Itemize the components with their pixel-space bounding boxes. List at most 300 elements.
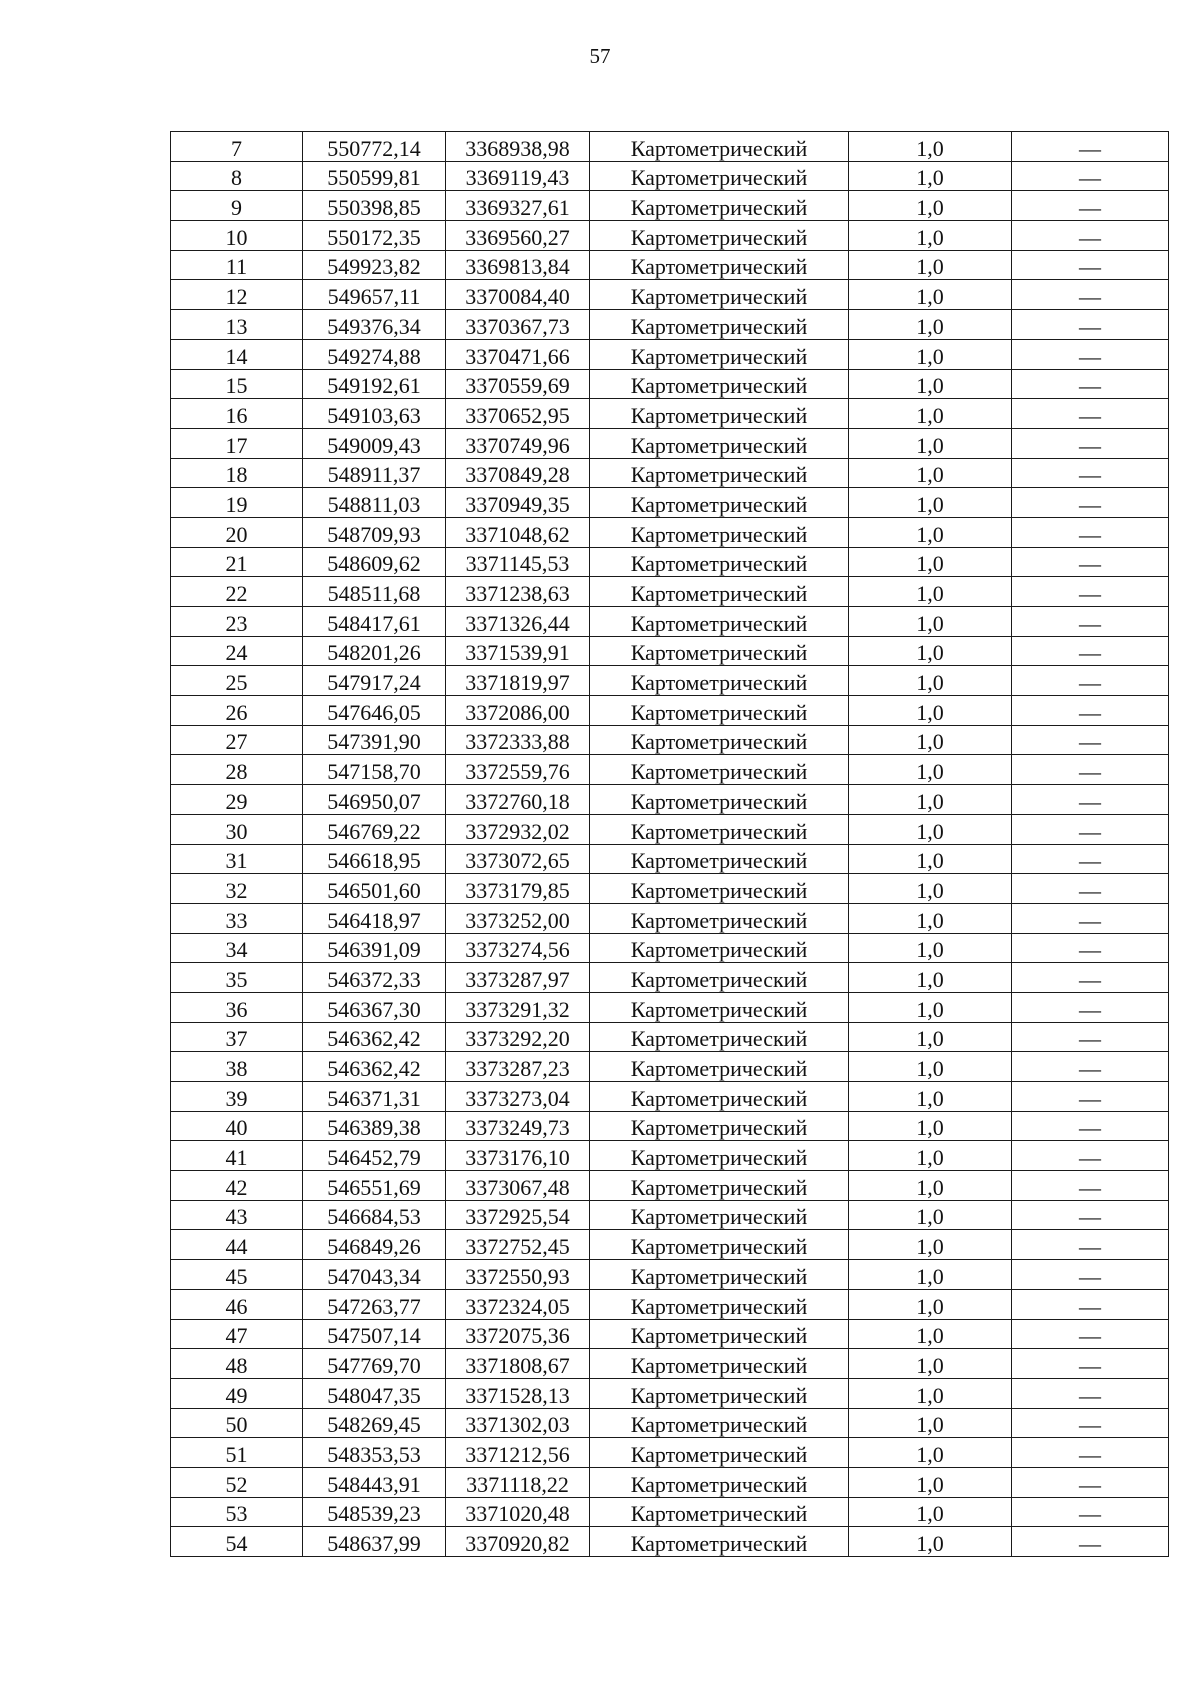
coordinate-y-cell: 3371118,22 (446, 1467, 590, 1497)
coordinate-x-cell: 547917,24 (303, 666, 446, 696)
point-number-cell: 46 (171, 1289, 303, 1319)
coordinate-x-cell: 548709,93 (303, 517, 446, 547)
method-cell: Картометрический (590, 933, 849, 963)
accuracy-cell: 1,0 (849, 785, 1012, 815)
method-cell: Картометрический (590, 814, 849, 844)
accuracy-cell: 1,0 (849, 547, 1012, 577)
point-number-cell: 11 (171, 250, 303, 280)
coordinate-y-cell: 3370652,95 (446, 399, 590, 429)
coordinate-x-cell: 550398,85 (303, 191, 446, 221)
note-cell: — (1012, 488, 1169, 518)
method-cell: Картометрический (590, 250, 849, 280)
note-cell: — (1012, 1408, 1169, 1438)
method-cell: Картометрический (590, 903, 849, 933)
point-number-cell: 54 (171, 1527, 303, 1557)
coordinate-y-cell: 3372086,00 (446, 696, 590, 726)
point-number-cell: 52 (171, 1467, 303, 1497)
coordinate-y-cell: 3372932,02 (446, 814, 590, 844)
method-cell: Картометрический (590, 1408, 849, 1438)
method-cell: Картометрический (590, 666, 849, 696)
table-row (171, 814, 1169, 844)
note-cell: — (1012, 1438, 1169, 1468)
coordinate-y-cell: 3371326,44 (446, 607, 590, 637)
method-cell: Картометрический (590, 992, 849, 1022)
table-row (171, 874, 1169, 904)
point-number-cell: 51 (171, 1438, 303, 1468)
method-cell: Картометрический (590, 161, 849, 191)
coordinate-y-cell: 3370849,28 (446, 458, 590, 488)
coordinate-x-cell: 548609,62 (303, 547, 446, 577)
coordinate-y-cell: 3371808,67 (446, 1349, 590, 1379)
accuracy-cell: 1,0 (849, 1141, 1012, 1171)
note-cell: — (1012, 755, 1169, 785)
point-number-cell: 29 (171, 785, 303, 815)
method-cell: Картометрический (590, 1527, 849, 1557)
accuracy-cell: 1,0 (849, 1527, 1012, 1557)
coordinate-x-cell: 550172,35 (303, 221, 446, 251)
point-number-cell: 30 (171, 814, 303, 844)
table-row (171, 132, 1169, 162)
coordinate-x-cell: 546551,69 (303, 1171, 446, 1201)
coordinate-x-cell: 548911,37 (303, 458, 446, 488)
coordinate-y-cell: 3371020,48 (446, 1497, 590, 1527)
coordinate-y-cell: 3373274,56 (446, 933, 590, 963)
note-cell: — (1012, 399, 1169, 429)
note-cell: — (1012, 250, 1169, 280)
note-cell: — (1012, 1200, 1169, 1230)
method-cell: Картометрический (590, 1200, 849, 1230)
method-cell: Картометрический (590, 725, 849, 755)
note-cell: — (1012, 339, 1169, 369)
coordinate-y-cell: 3370949,35 (446, 488, 590, 518)
method-cell: Картометрический (590, 577, 849, 607)
point-number-cell: 9 (171, 191, 303, 221)
table-row (171, 399, 1169, 429)
note-cell: — (1012, 1527, 1169, 1557)
coordinate-x-cell: 548539,23 (303, 1497, 446, 1527)
table-row (171, 785, 1169, 815)
coordinates-table (170, 131, 1169, 1557)
coordinate-x-cell: 546372,33 (303, 963, 446, 993)
coordinate-x-cell: 548201,26 (303, 636, 446, 666)
coordinate-x-cell: 547391,90 (303, 725, 446, 755)
note-cell: — (1012, 963, 1169, 993)
coordinate-y-cell: 3371145,53 (446, 547, 590, 577)
note-cell: — (1012, 636, 1169, 666)
coordinate-y-cell: 3373179,85 (446, 874, 590, 904)
accuracy-cell: 1,0 (849, 1467, 1012, 1497)
point-number-cell: 20 (171, 517, 303, 547)
point-number-cell: 21 (171, 547, 303, 577)
method-cell: Картометрический (590, 1141, 849, 1171)
method-cell: Картометрический (590, 785, 849, 815)
table-row (171, 428, 1169, 458)
accuracy-cell: 1,0 (849, 428, 1012, 458)
coordinate-x-cell: 547507,14 (303, 1319, 446, 1349)
coordinate-y-cell: 3371302,03 (446, 1408, 590, 1438)
coordinate-y-cell: 3370084,40 (446, 280, 590, 310)
point-number-cell: 32 (171, 874, 303, 904)
accuracy-cell: 1,0 (849, 1082, 1012, 1112)
note-cell: — (1012, 1171, 1169, 1201)
accuracy-cell: 1,0 (849, 1289, 1012, 1319)
coordinate-y-cell: 3370559,69 (446, 369, 590, 399)
coordinate-x-cell: 548811,03 (303, 488, 446, 518)
coordinate-x-cell: 549657,11 (303, 280, 446, 310)
method-cell: Картометрический (590, 132, 849, 162)
note-cell: — (1012, 221, 1169, 251)
point-number-cell: 33 (171, 903, 303, 933)
coordinate-y-cell: 3372559,76 (446, 755, 590, 785)
note-cell: — (1012, 1111, 1169, 1141)
coordinate-y-cell: 3371212,56 (446, 1438, 590, 1468)
accuracy-cell: 1,0 (849, 399, 1012, 429)
point-number-cell: 10 (171, 221, 303, 251)
coordinate-x-cell: 547769,70 (303, 1349, 446, 1379)
table-row (171, 903, 1169, 933)
accuracy-cell: 1,0 (849, 1022, 1012, 1052)
accuracy-cell: 1,0 (849, 1497, 1012, 1527)
point-number-cell: 50 (171, 1408, 303, 1438)
note-cell: — (1012, 903, 1169, 933)
coordinates-table-body (171, 132, 1169, 1557)
accuracy-cell: 1,0 (849, 221, 1012, 251)
coordinate-y-cell: 3370749,96 (446, 428, 590, 458)
note-cell: — (1012, 1319, 1169, 1349)
point-number-cell: 24 (171, 636, 303, 666)
method-cell: Картометрический (590, 844, 849, 874)
point-number-cell: 26 (171, 696, 303, 726)
method-cell: Картометрический (590, 280, 849, 310)
table-row (171, 933, 1169, 963)
coordinate-x-cell: 548511,68 (303, 577, 446, 607)
note-cell: — (1012, 1082, 1169, 1112)
accuracy-cell: 1,0 (849, 874, 1012, 904)
point-number-cell: 18 (171, 458, 303, 488)
method-cell: Картометрический (590, 1171, 849, 1201)
method-cell: Картометрический (590, 1378, 849, 1408)
accuracy-cell: 1,0 (849, 1230, 1012, 1260)
method-cell: Картометрический (590, 221, 849, 251)
note-cell: — (1012, 1289, 1169, 1319)
point-number-cell: 53 (171, 1497, 303, 1527)
coordinate-y-cell: 3371819,97 (446, 666, 590, 696)
note-cell: — (1012, 458, 1169, 488)
coordinate-y-cell: 3369813,84 (446, 250, 590, 280)
coordinate-x-cell: 546389,38 (303, 1111, 446, 1141)
point-number-cell: 16 (171, 399, 303, 429)
coordinate-y-cell: 3373067,48 (446, 1171, 590, 1201)
coordinate-x-cell: 547263,77 (303, 1289, 446, 1319)
coordinate-x-cell: 549192,61 (303, 369, 446, 399)
method-cell: Картометрический (590, 607, 849, 637)
coordinate-x-cell: 546362,42 (303, 1022, 446, 1052)
method-cell: Картометрический (590, 1111, 849, 1141)
coordinate-x-cell: 547646,05 (303, 696, 446, 726)
table-row (171, 577, 1169, 607)
accuracy-cell: 1,0 (849, 488, 1012, 518)
note-cell: — (1012, 1349, 1169, 1379)
note-cell: — (1012, 1052, 1169, 1082)
table-row (171, 636, 1169, 666)
method-cell: Картометрический (590, 963, 849, 993)
table-row (171, 221, 1169, 251)
coordinate-y-cell: 3372550,93 (446, 1260, 590, 1290)
point-number-cell: 27 (171, 725, 303, 755)
table-row (171, 1349, 1169, 1379)
point-number-cell: 12 (171, 280, 303, 310)
point-number-cell: 47 (171, 1319, 303, 1349)
point-number-cell: 42 (171, 1171, 303, 1201)
note-cell: — (1012, 132, 1169, 162)
note-cell: — (1012, 696, 1169, 726)
table-row (171, 250, 1169, 280)
table-row (171, 1497, 1169, 1527)
table-row (171, 963, 1169, 993)
point-number-cell: 15 (171, 369, 303, 399)
note-cell: — (1012, 577, 1169, 607)
note-cell: — (1012, 1378, 1169, 1408)
coordinate-y-cell: 3368938,98 (446, 132, 590, 162)
coordinate-x-cell: 546391,09 (303, 933, 446, 963)
coordinate-x-cell: 547043,34 (303, 1260, 446, 1290)
coordinate-x-cell: 548637,99 (303, 1527, 446, 1557)
table-row (171, 1527, 1169, 1557)
accuracy-cell: 1,0 (849, 725, 1012, 755)
point-number-cell: 19 (171, 488, 303, 518)
coordinate-x-cell: 549103,63 (303, 399, 446, 429)
method-cell: Картометрический (590, 547, 849, 577)
note-cell: — (1012, 517, 1169, 547)
coordinate-x-cell: 546501,60 (303, 874, 446, 904)
point-number-cell: 40 (171, 1111, 303, 1141)
accuracy-cell: 1,0 (849, 636, 1012, 666)
accuracy-cell: 1,0 (849, 369, 1012, 399)
accuracy-cell: 1,0 (849, 280, 1012, 310)
point-number-cell: 17 (171, 428, 303, 458)
coordinate-y-cell: 3373287,23 (446, 1052, 590, 1082)
method-cell: Картометрический (590, 1022, 849, 1052)
coordinate-x-cell: 546618,95 (303, 844, 446, 874)
note-cell: — (1012, 191, 1169, 221)
table-row (171, 1052, 1169, 1082)
coordinate-x-cell: 546367,30 (303, 992, 446, 1022)
note-cell: — (1012, 310, 1169, 340)
table-row (171, 310, 1169, 340)
method-cell: Картометрический (590, 191, 849, 221)
accuracy-cell: 1,0 (849, 755, 1012, 785)
table-row (171, 755, 1169, 785)
point-number-cell: 31 (171, 844, 303, 874)
accuracy-cell: 1,0 (849, 1319, 1012, 1349)
coordinate-x-cell: 546950,07 (303, 785, 446, 815)
point-number-cell: 34 (171, 933, 303, 963)
table-row (171, 488, 1169, 518)
accuracy-cell: 1,0 (849, 191, 1012, 221)
coordinate-y-cell: 3372925,54 (446, 1200, 590, 1230)
method-cell: Картометрический (590, 517, 849, 547)
accuracy-cell: 1,0 (849, 1260, 1012, 1290)
note-cell: — (1012, 725, 1169, 755)
method-cell: Картометрический (590, 488, 849, 518)
accuracy-cell: 1,0 (849, 1200, 1012, 1230)
accuracy-cell: 1,0 (849, 903, 1012, 933)
method-cell: Картометрический (590, 1289, 849, 1319)
method-cell: Картометрический (590, 1497, 849, 1527)
method-cell: Картометрический (590, 1230, 849, 1260)
method-cell: Картометрический (590, 1052, 849, 1082)
coordinate-y-cell: 3372760,18 (446, 785, 590, 815)
note-cell: — (1012, 666, 1169, 696)
table-row (171, 1467, 1169, 1497)
note-cell: — (1012, 844, 1169, 874)
table-row (171, 280, 1169, 310)
coordinate-y-cell: 3373273,04 (446, 1082, 590, 1112)
accuracy-cell: 1,0 (849, 696, 1012, 726)
note-cell: — (1012, 547, 1169, 577)
coordinate-x-cell: 548417,61 (303, 607, 446, 637)
accuracy-cell: 1,0 (849, 1378, 1012, 1408)
accuracy-cell: 1,0 (849, 933, 1012, 963)
note-cell: — (1012, 1497, 1169, 1527)
coordinate-y-cell: 3372333,88 (446, 725, 590, 755)
method-cell: Картометрический (590, 1467, 849, 1497)
table-row (171, 1319, 1169, 1349)
table-row (171, 607, 1169, 637)
table-row (171, 992, 1169, 1022)
coordinate-y-cell: 3373072,65 (446, 844, 590, 874)
accuracy-cell: 1,0 (849, 339, 1012, 369)
note-cell: — (1012, 1022, 1169, 1052)
point-number-cell: 7 (171, 132, 303, 162)
coordinate-x-cell: 548353,53 (303, 1438, 446, 1468)
coordinate-x-cell: 547158,70 (303, 755, 446, 785)
table-row (171, 1289, 1169, 1319)
point-number-cell: 22 (171, 577, 303, 607)
point-number-cell: 25 (171, 666, 303, 696)
point-number-cell: 49 (171, 1378, 303, 1408)
table-row (171, 666, 1169, 696)
coordinate-y-cell: 3370471,66 (446, 339, 590, 369)
method-cell: Картометрический (590, 339, 849, 369)
table-row (171, 696, 1169, 726)
accuracy-cell: 1,0 (849, 844, 1012, 874)
coordinate-x-cell: 546452,79 (303, 1141, 446, 1171)
accuracy-cell: 1,0 (849, 1438, 1012, 1468)
coordinate-y-cell: 3371238,63 (446, 577, 590, 607)
point-number-cell: 39 (171, 1082, 303, 1112)
table-row (171, 191, 1169, 221)
coordinate-x-cell: 549376,34 (303, 310, 446, 340)
table-row (171, 844, 1169, 874)
table-row (171, 725, 1169, 755)
method-cell: Картометрический (590, 310, 849, 340)
table-row (171, 1022, 1169, 1052)
point-number-cell: 35 (171, 963, 303, 993)
accuracy-cell: 1,0 (849, 814, 1012, 844)
coordinate-y-cell: 3373249,73 (446, 1111, 590, 1141)
coordinate-y-cell: 3373252,00 (446, 903, 590, 933)
coordinate-y-cell: 3371048,62 (446, 517, 590, 547)
coordinate-y-cell: 3370920,82 (446, 1527, 590, 1557)
table-row (171, 1171, 1169, 1201)
coordinate-y-cell: 3369119,43 (446, 161, 590, 191)
method-cell: Картометрический (590, 1319, 849, 1349)
coordinate-x-cell: 548047,35 (303, 1378, 446, 1408)
table-row (171, 1378, 1169, 1408)
coordinate-y-cell: 3372752,45 (446, 1230, 590, 1260)
note-cell: — (1012, 161, 1169, 191)
table-row (171, 1082, 1169, 1112)
coordinate-x-cell: 549274,88 (303, 339, 446, 369)
method-cell: Картометрический (590, 874, 849, 904)
coordinate-x-cell: 549923,82 (303, 250, 446, 280)
coordinate-x-cell: 548269,45 (303, 1408, 446, 1438)
table-row (171, 458, 1169, 488)
note-cell: — (1012, 1230, 1169, 1260)
table-row (171, 1438, 1169, 1468)
point-number-cell: 36 (171, 992, 303, 1022)
note-cell: — (1012, 607, 1169, 637)
point-number-cell: 41 (171, 1141, 303, 1171)
coordinate-y-cell: 3371539,91 (446, 636, 590, 666)
method-cell: Картометрический (590, 1438, 849, 1468)
coordinate-x-cell: 546769,22 (303, 814, 446, 844)
table-row (171, 547, 1169, 577)
accuracy-cell: 1,0 (849, 666, 1012, 696)
page-number: 57 (589, 44, 611, 68)
table-row (171, 1408, 1169, 1438)
accuracy-cell: 1,0 (849, 992, 1012, 1022)
note-cell: — (1012, 1141, 1169, 1171)
point-number-cell: 48 (171, 1349, 303, 1379)
point-number-cell: 43 (171, 1200, 303, 1230)
accuracy-cell: 1,0 (849, 1349, 1012, 1379)
accuracy-cell: 1,0 (849, 310, 1012, 340)
note-cell: — (1012, 1467, 1169, 1497)
note-cell: — (1012, 992, 1169, 1022)
coordinate-y-cell: 3371528,13 (446, 1378, 590, 1408)
method-cell: Картометрический (590, 369, 849, 399)
note-cell: — (1012, 933, 1169, 963)
accuracy-cell: 1,0 (849, 607, 1012, 637)
note-cell: — (1012, 428, 1169, 458)
point-number-cell: 14 (171, 339, 303, 369)
point-number-cell: 28 (171, 755, 303, 785)
coordinate-y-cell: 3370367,73 (446, 310, 590, 340)
coordinate-y-cell: 3373287,97 (446, 963, 590, 993)
point-number-cell: 44 (171, 1230, 303, 1260)
note-cell: — (1012, 785, 1169, 815)
accuracy-cell: 1,0 (849, 1171, 1012, 1201)
accuracy-cell: 1,0 (849, 1111, 1012, 1141)
note-cell: — (1012, 369, 1169, 399)
table-row (171, 1111, 1169, 1141)
method-cell: Картометрический (590, 458, 849, 488)
point-number-cell: 8 (171, 161, 303, 191)
point-number-cell: 37 (171, 1022, 303, 1052)
coordinate-y-cell: 3372075,36 (446, 1319, 590, 1349)
point-number-cell: 45 (171, 1260, 303, 1290)
table-row (171, 1230, 1169, 1260)
table-row (171, 369, 1169, 399)
coordinate-x-cell: 548443,91 (303, 1467, 446, 1497)
table-row (171, 161, 1169, 191)
coordinate-x-cell: 546418,97 (303, 903, 446, 933)
point-number-cell: 23 (171, 607, 303, 637)
accuracy-cell: 1,0 (849, 250, 1012, 280)
coordinate-y-cell: 3373291,32 (446, 992, 590, 1022)
